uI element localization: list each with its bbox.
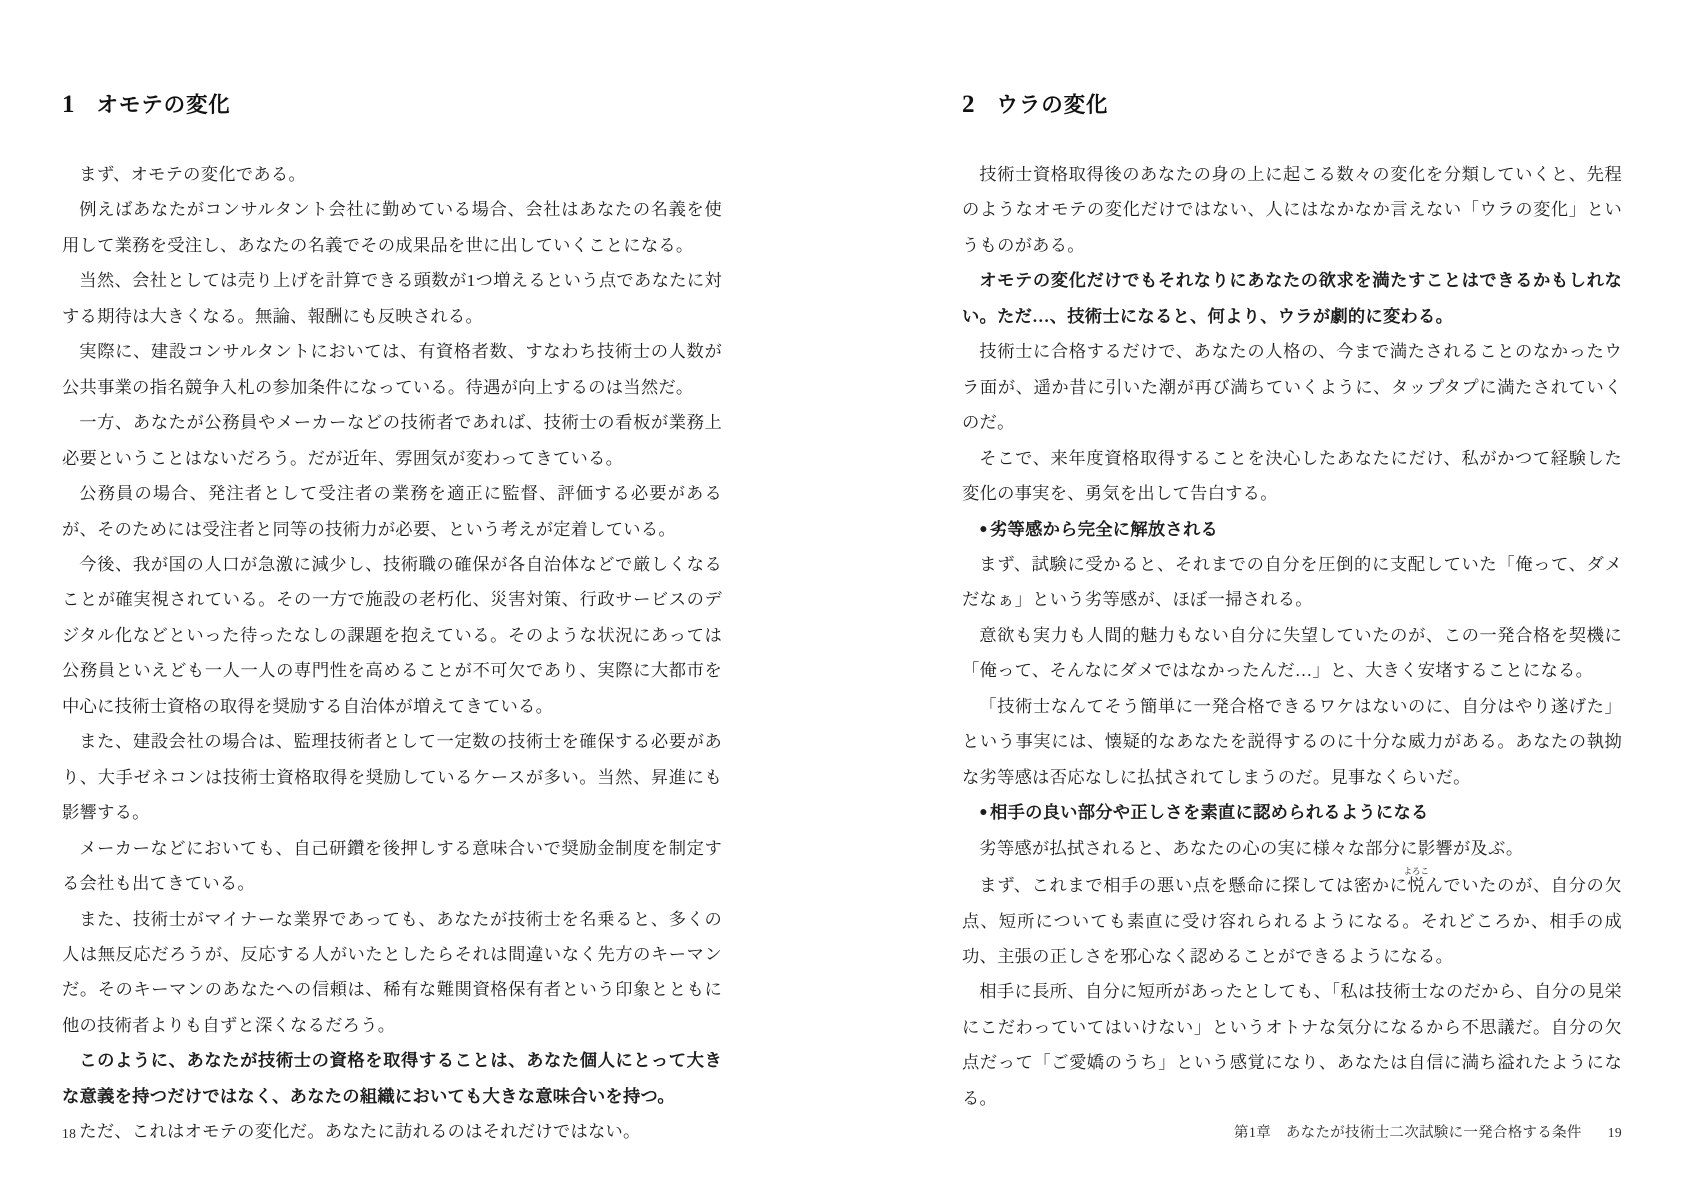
subheading-2 — [962, 795, 1622, 830]
left-section-title: オモテの変化 — [96, 93, 231, 117]
paragraph: まず、オモテの変化である。 — [79, 165, 306, 184]
running-head: 第1章 あなたが技術士二次試験に一発合格する条件 — [1233, 1125, 1582, 1141]
paragraph: 実際に、建設コンサルタントにおいては、有資格者数、すなわち技術士の人数が公共事業の指名競争入札の参加条件になっている。待遇が向上するのは当然だ。 — [62, 342, 722, 397]
paragraph: 意欲も実力も人間的魅力もない自分に失望していたのが、この一発合格を契機に「俺って、そんなにダメではなかったんだ…」と、大きく安堵することになる。 — [962, 625, 1622, 681]
right-section-heading — [962, 88, 1622, 119]
right-section-title: ウラの変化 — [996, 93, 1109, 117]
ruby-paragraph-suffix: んでいたのが、自分の欠点、短所についても素直に受け容れられるようになる。それどころか、相手の成功、主張の正しさを邪心なく認めることができるようになる。 — [962, 876, 1622, 966]
paragraph: まず、試験に受かると、それまでの自分を圧倒的に支配していた「俺って、ダメだなぁ」という劣等感が、ほぼ一掃される。 — [962, 554, 1622, 610]
ruby-base: 悦 — [1403, 876, 1430, 896]
right-page-number: 19 — [1607, 1125, 1622, 1140]
ruby-text: よろこ — [1403, 866, 1430, 877]
subheading-2-label: 相手の良い部分や正しさを素直に認められるようになる — [990, 803, 1429, 823]
paragraph: 技術士に合格するだけで、あなたの人格の、今まで満たされることのなかったウラ面が、遥か昔に引いた潮が再び満ちていくように、タップタプに満たされていくのだ。 — [962, 342, 1622, 433]
ruby-annotation — [1403, 866, 1430, 896]
paragraph-emphasized: このように、あなたが技術士の資格を取得することは、あなた個人にとって大きな意義を持つだけではなく、あなたの組織においても大きな意味合いを持つ。 — [62, 1051, 722, 1106]
bullet-icon: ● — [979, 805, 989, 821]
paragraph: 今後、我が国の人口が急激に減少し、技術職の確保が各自治体などで厳しくなることが確実視されている。その一方で施設の老朽化、災害対策、行政サービスのデジタル化などといった待ったなしの課題を抱えている。そのような状況にあっては公務員といえども一人一人の専門性を高めることが不可欠であり、実際に大都市を中心に技術士資格の取得を奨励する自治体が増えてきている。 — [62, 554, 722, 716]
paragraph: 公務員の場合、発注者として受注者の業務を適正に監督、評価する必要があるが、そのためには受注者と同等の技術力が必要、という考えが定着している。 — [62, 484, 722, 539]
bullet-icon: ● — [979, 521, 989, 537]
paragraph-with-ruby — [962, 866, 1622, 974]
right-section-number: 2 — [962, 91, 975, 118]
left-section-heading — [62, 88, 722, 119]
ruby-paragraph-prefix: まず、これまで相手の悪い点を懸命に探しては密かに — [979, 876, 1408, 896]
subheading-1 — [962, 512, 1622, 547]
paragraph: また、技術士がマイナーな業界であっても、あなたが技術士を名乗ると、多くの人は無反応だろうが、反応する人がいたとしたらそれは間違いなく先方のキーマンだ。そのキーマンのあなたへの信頼は、稀有な難関資格保有者という印象とともに他の技術者よりも自ずと深くなるだろう。 — [62, 909, 722, 1035]
right-page — [842, 0, 1684, 1190]
paragraph: 技術士資格取得後のあなたの身の上に起こる数々の変化を分類していくと、先程のようなオモテの変化だけではない、人にはなかなか言えない「ウラの変化」というものがある。 — [962, 165, 1622, 255]
subheading-1-label: 劣等感から完全に解放される — [990, 519, 1219, 539]
paragraph: 当然、会社としては売り上げを計算できる頭数が1つ増えるという点であなたに対する期待は大きくなる。無論、報酬にも反映される。 — [62, 271, 722, 326]
paragraph: 「技術士なんてそう簡単に一発合格できるワケはないのに、自分はやり遂げた」という事実には、懐疑的なあなたを説得するのに十分な威力がある。あなたの執拗な劣等感は否応なしに払拭されてしまうのだ。見事なくらいだ。 — [962, 696, 1622, 787]
paragraph: メーカーなどにおいても、自己研鑽を後押しする意味合いで奨励金制度を制定する会社も出てきている。 — [62, 838, 722, 894]
right-body-text — [962, 157, 1622, 1116]
paragraph: 例えばあなたがコンサルタント会社に勤めている場合、会社はあなたの名義を使用して業務を受注し、あなたの名義でその成果品を世に出していくことになる。 — [62, 200, 722, 255]
paragraph-emphasized: オモテの変化だけでもそれなりにあなたの欲求を満たすことはできるかもしれない。ただ…、技術士になると、何より、ウラが劇的に変わる。 — [962, 271, 1622, 326]
paragraph: 一方、あなたが公務員やメーカーなどの技術者であれば、技術士の看板が業務上必要ということはないだろう。だが近年、雰囲気が変わってきている。 — [62, 413, 722, 468]
left-section-number: 1 — [62, 91, 75, 118]
paragraph: 相手に長所、自分に短所があったとしても、「私は技術士なのだから、自分の見栄にこだわっていてはいけない」というオトナな気分になるから不思議だ。自分の欠点だって「ご愛嬌のうち」という感覚になり、あなたは自信に満ち溢れたようになる。 — [962, 982, 1622, 1108]
paragraph: ただ、これはオモテの変化だ。あなたに訪れるのはそれだけではない。 — [79, 1122, 641, 1142]
paragraph: 劣等感が払拭されると、あなたの心の実に様々な部分に影響が及ぶ。 — [979, 838, 1524, 858]
left-page-number: 18 — [62, 1126, 77, 1141]
left-body-text — [62, 157, 722, 1150]
paragraph: そこで、来年度資格取得することを決心したあなたにだけ、私がかつて経験した変化の事実を、勇気を出して告白する。 — [962, 448, 1622, 504]
right-page-footer — [1234, 1121, 1622, 1142]
paragraph: また、建設会社の場合は、監理技術者として一定数の技術士を確保する必要があり、大手ゼネコンは技術士資格取得を奨励しているケースが多い。当然、昇進にも影響する。 — [62, 732, 722, 823]
